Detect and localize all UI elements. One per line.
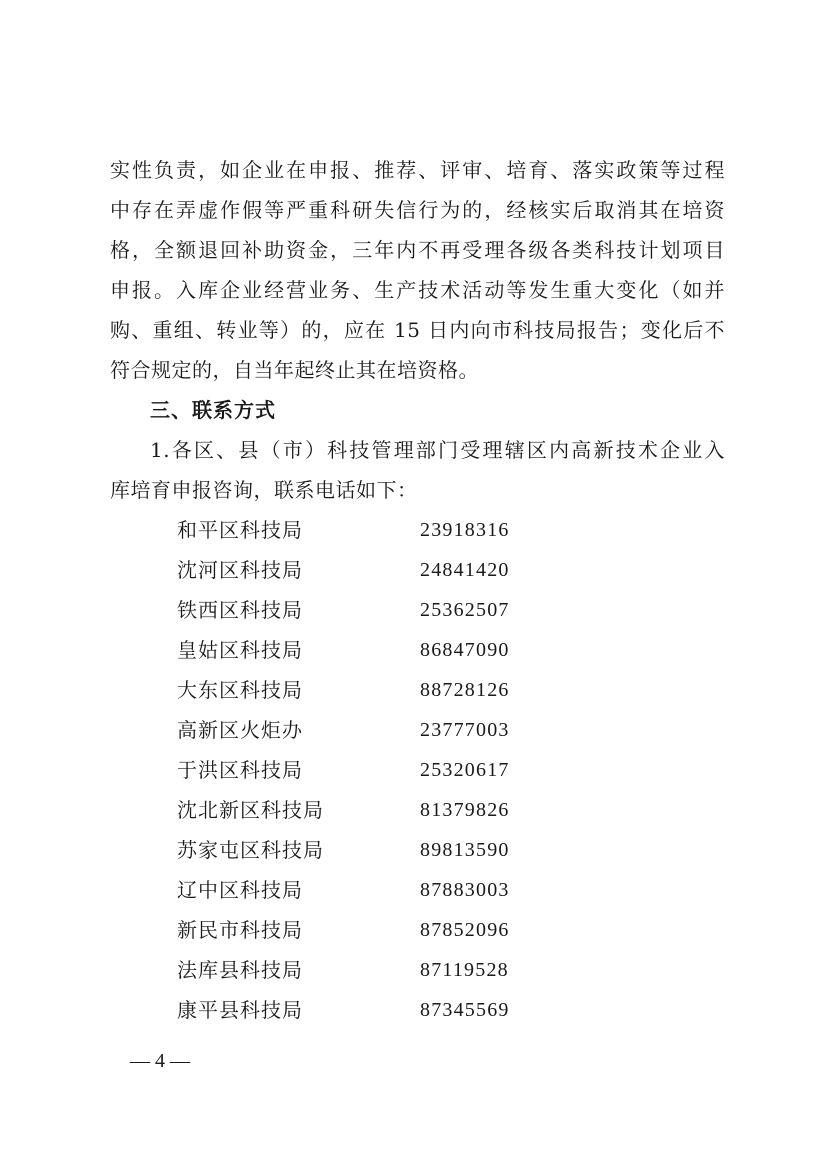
paragraph-line: 符合规定的，自当年起终止其在培资格。 [110,358,479,382]
paragraph-line: 格，全额退回补助资金，三年内不再受理各级各类科技计划项目 [110,238,725,262]
contact-row [177,790,577,830]
contact-row [177,510,577,550]
contact-phone: 23777003 [420,719,510,741]
contact-phone: 24841420 [420,559,510,581]
contact-row [177,630,577,670]
contact-row [177,590,577,630]
contact-phone: 87345569 [420,999,510,1021]
contact-name: 和平区科技局 [177,518,303,542]
contact-name: 康平县科技局 [177,998,303,1022]
contact-row [177,750,577,790]
contact-row [177,710,577,750]
contact-name: 法库县科技局 [177,958,303,982]
contact-name: 皇姑区科技局 [177,638,303,662]
contact-name: 沈北新区科技局 [177,798,324,822]
contact-phone: 88728126 [420,679,510,701]
paragraph-line: 申报。入库企业经营业务、生产技术活动等发生重大变化（如并 [110,278,725,302]
contact-name: 于洪区科技局 [177,758,303,782]
contact-phone: 89813590 [420,839,510,861]
contact-name: 新民市科技局 [177,918,303,942]
contact-phone: 87883003 [420,879,510,901]
paragraph-line: 中存在弄虚作假等严重科研失信行为的，经核实后取消其在培资 [110,198,725,222]
contact-row [177,830,577,870]
contact-phone: 25362507 [420,599,510,621]
contact-phone: 87119528 [420,959,509,981]
contact-name: 高新区火炬办 [177,718,303,742]
paragraph-line: 购、重组、转业等）的，应在 15 日内向市科技局报告；变化后不 [110,318,725,342]
contact-name: 铁西区科技局 [177,598,303,622]
contact-row [177,670,577,710]
contact-phone: 23918316 [420,519,510,541]
contact-name: 辽中区科技局 [177,878,303,902]
contact-row [177,550,577,590]
contact-row [177,950,577,990]
contact-row [177,990,577,1030]
intro-line: 1.各区、县（市）科技管理部门受理辖区内高新技术企业入 [150,438,725,462]
contact-row [177,910,577,950]
section-heading: 三、联系方式 [150,398,276,422]
contact-row [177,870,577,910]
contact-phone: 86847090 [420,639,510,661]
contact-name: 苏家屯区科技局 [177,838,324,862]
paragraph-line: 实性负责，如企业在申报、推荐、评审、培育、落实政策等过程 [110,158,725,182]
intro-line: 库培育申报咨询，联系电话如下： [110,478,418,502]
contact-phone: 25320617 [420,759,510,781]
contact-name: 沈河区科技局 [177,558,303,582]
contact-name: 大东区科技局 [177,678,303,702]
contact-phone: 81379826 [420,799,510,821]
contact-phone: 87852096 [420,919,510,941]
page-number: — 4 — [130,1050,190,1072]
